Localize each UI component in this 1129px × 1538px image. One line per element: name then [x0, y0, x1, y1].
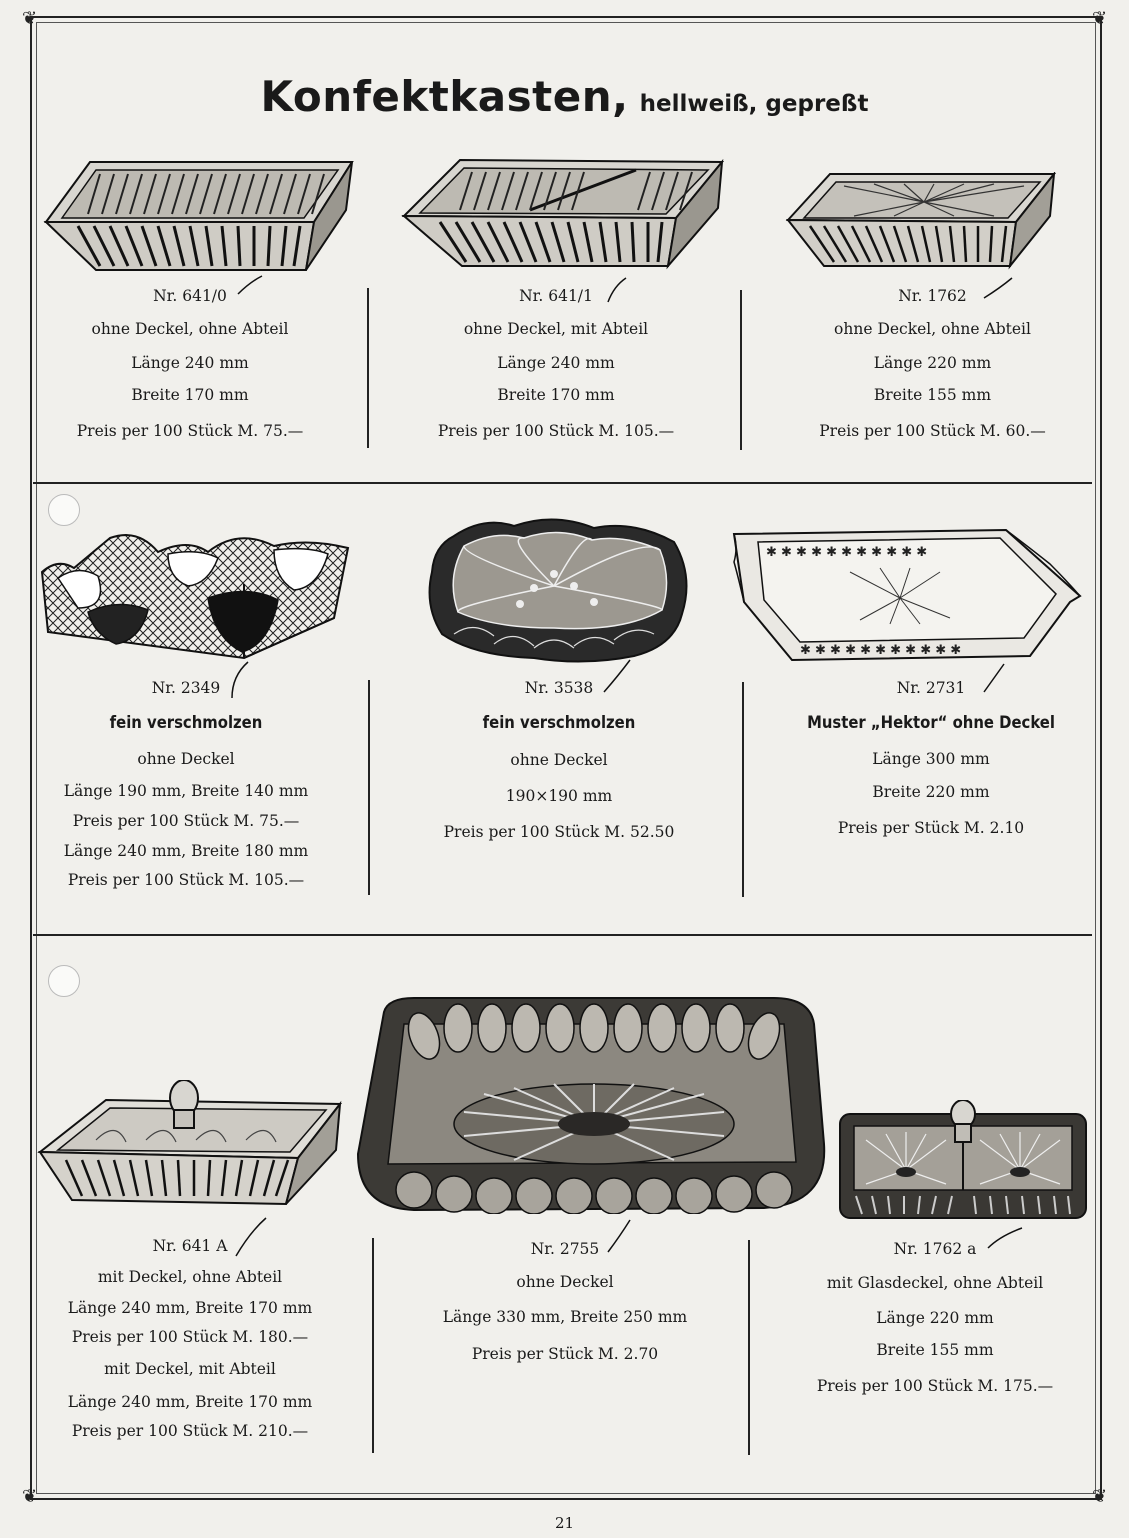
product-length: Länge 240 mm	[497, 354, 615, 372]
product-width: Breite 155 mm	[873, 386, 992, 404]
svg-text:✱ ✱ ✱ ✱ ✱ ✱ ✱ ✱ ✱ ✱ ✱: ✱ ✱ ✱ ✱ ✱ ✱ ✱ ✱ ✱ ✱ ✱	[766, 545, 928, 560]
column-divider	[367, 288, 369, 448]
corner-ornament-icon: ❦	[1092, 8, 1108, 29]
product-size: Länge 330 mm, Breite 250 mm	[442, 1308, 688, 1326]
product-number: Nr. 2731	[896, 679, 966, 697]
product-641-0	[40, 281, 340, 451]
column-divider	[372, 1238, 374, 1453]
product-price: Preis per Stück M. 2.10	[837, 819, 1025, 837]
product-length: Länge 300 mm	[872, 750, 990, 768]
product-desc: Muster „Hektor“ ohne Deckel	[807, 713, 1055, 732]
product-size: Länge 240 mm, Breite 180 mm	[63, 842, 309, 860]
product-641-a	[40, 1231, 340, 1445]
product-2755	[410, 1234, 720, 1373]
punch-hole	[48, 965, 80, 997]
product-price: Preis per 100 Stück M. 75.—	[76, 422, 304, 440]
product-number: Nr. 1762 a	[893, 1240, 977, 1258]
product-length: Länge 240 mm	[131, 354, 249, 372]
product-width: Breite 155 mm	[876, 1341, 994, 1359]
product-number: Nr. 641/1	[519, 287, 593, 305]
product-desc: fein verschmolzen	[482, 713, 636, 732]
product-price: Preis per 100 Stück M. 60.—	[819, 422, 1046, 440]
corner-ornament-icon: ❦	[22, 1486, 38, 1507]
column-divider	[742, 682, 744, 897]
product-number: Nr. 2349	[151, 679, 221, 697]
page-number: 21	[554, 1514, 575, 1532]
lidded-star-box-icon	[836, 1100, 1090, 1222]
svg-text:✱ ✱ ✱ ✱ ✱ ✱ ✱ ✱ ✱ ✱ ✱: ✱ ✱ ✱ ✱ ✱ ✱ ✱ ✱ ✱ ✱ ✱	[800, 643, 962, 658]
shell-tray-icon	[354, 994, 828, 1214]
product-desc: mit Glasdeckel, ohne Abteil	[826, 1274, 1044, 1292]
product-price: Preis per 100 Stück M. 75.—	[72, 812, 300, 830]
product-length: Länge 220 mm	[873, 354, 992, 372]
scalloped-bowl-icon	[424, 516, 690, 666]
product-641-1	[404, 281, 708, 451]
product-1762-a	[780, 1234, 1090, 1406]
product-3538	[404, 673, 714, 850]
star-box-icon	[784, 172, 1058, 270]
product-number: Nr. 3538	[524, 679, 594, 697]
product-desc: mit Deckel, ohne Abteil	[97, 1268, 283, 1286]
product-desc: ohne Deckel, mit Abteil	[463, 320, 649, 338]
divided-box-icon	[400, 158, 725, 273]
product-price: Preis per 100 Stück M. 175.—	[816, 1377, 1054, 1395]
product-desc: ohne Deckel	[516, 1273, 614, 1291]
product-1762	[780, 281, 1085, 451]
title-sub: hellweiß, gepreßt	[639, 91, 869, 117]
row-divider	[33, 482, 1092, 484]
product-price: Preis per 100 Stück M. 105.—	[67, 871, 305, 889]
product-desc: ohne Deckel, ohne Abteil	[91, 320, 289, 338]
lidded-box-icon	[36, 1080, 344, 1212]
product-number: Nr. 2755	[530, 1240, 600, 1258]
product-number: Nr. 641 A	[152, 1237, 228, 1255]
product-size: Länge 240 mm, Breite 170 mm	[67, 1299, 313, 1317]
corner-ornament-icon: ❦	[22, 8, 38, 29]
product-desc-sub: ohne Deckel	[510, 751, 608, 769]
column-divider	[368, 680, 370, 895]
fluted-box-icon	[38, 160, 358, 275]
title-main: Konfektkasten,	[260, 72, 629, 121]
diamond-cut-box-icon	[38, 528, 353, 663]
product-number: Nr. 641/0	[153, 287, 227, 305]
product-price: Preis per Stück M. 2.70	[471, 1345, 659, 1363]
product-size: Länge 240 mm, Breite 170 mm	[67, 1393, 313, 1411]
punch-hole	[48, 494, 80, 526]
product-desc-sub: ohne Deckel	[137, 750, 235, 768]
column-divider	[740, 290, 742, 450]
product-desc: ohne Deckel, ohne Abteil	[834, 320, 1031, 338]
product-width: Breite 170 mm	[131, 386, 249, 404]
product-width: Breite 170 mm	[497, 386, 615, 404]
product-length: Länge 220 mm	[876, 1309, 994, 1327]
product-desc: fein verschmolzen	[109, 713, 263, 732]
product-2349	[36, 673, 336, 894]
product-number: Nr. 1762	[898, 287, 967, 305]
product-desc: mit Deckel, mit Abteil	[104, 1360, 276, 1378]
product-size: Länge 190 mm, Breite 140 mm	[63, 782, 309, 800]
corner-ornament-icon: ❦	[1092, 1486, 1108, 1507]
row-divider	[33, 934, 1092, 936]
column-divider	[748, 1240, 750, 1455]
product-price: Preis per 100 Stück M. 210.—	[71, 1422, 309, 1440]
product-2731	[776, 673, 1086, 848]
product-size: 190×190 mm	[505, 787, 613, 805]
product-price: Preis per 100 Stück M. 52.50	[443, 823, 675, 841]
hektor-tray-icon	[730, 528, 1082, 664]
page-title	[0, 72, 1129, 121]
product-width: Breite 220 mm	[872, 783, 990, 801]
product-price: Preis per 100 Stück M. 105.—	[437, 422, 675, 440]
product-price: Preis per 100 Stück M. 180.—	[71, 1328, 309, 1346]
